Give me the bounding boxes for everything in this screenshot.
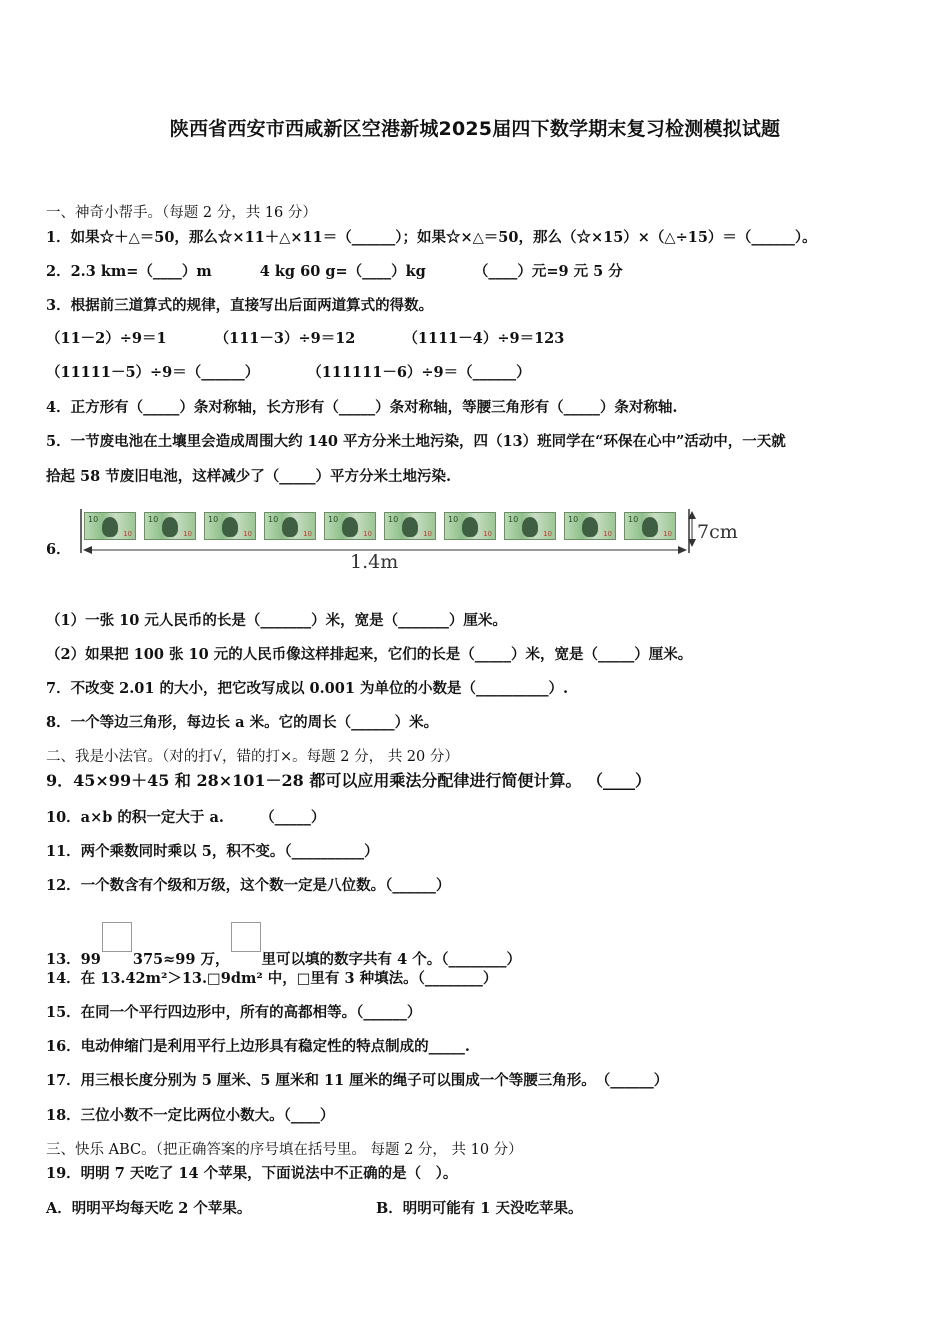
blank-box xyxy=(231,922,261,952)
banknote-value: 10 xyxy=(183,530,192,538)
banknote xyxy=(624,512,676,540)
length-label: 1.4m xyxy=(350,551,399,573)
question-13-part2: 375≈99 万， xyxy=(132,951,230,968)
banknote-value: 10 xyxy=(448,515,459,524)
banknote xyxy=(84,512,136,540)
question-17: 17．用三根长度分别为 5 厘米、5 厘米和 11 厘米的绳子可以围成一个等腰三角形。 （______） xyxy=(46,1072,669,1089)
formula-a: （11－2）÷9＝1 xyxy=(46,330,167,347)
banknote-value: 10 xyxy=(88,515,99,524)
banknote-value: 10 xyxy=(268,515,279,524)
banknote-value: 10 xyxy=(208,515,219,524)
banknote-value: 10 xyxy=(543,530,552,538)
banknote-value: 10 xyxy=(663,530,672,538)
question-14: 14．在 13.42m²＞13.□9dm² 中，□里有 3 种填法。（________） xyxy=(46,970,498,987)
question-15: 15．在同一个平行四边形中，所有的高都相等。（______） xyxy=(46,1004,422,1021)
option-a: A．明明平均每天吃 2 个苹果。 xyxy=(46,1200,252,1217)
banknote xyxy=(444,512,496,540)
section-2-heading: 二、我是小法官。（对的打√，错的打×。每题 2 分， 共 20 分） xyxy=(46,749,459,765)
banknote xyxy=(204,512,256,540)
portrait-icon xyxy=(282,517,298,537)
section-1-heading: 一、神奇小帮手。（每题 2 分，共 16 分） xyxy=(46,205,317,221)
portrait-icon xyxy=(582,517,598,537)
question-4: 4．正方形有（_____）条对称轴，长方形有（_____）条对称轴，等腰三角形有（_____）条对称轴. xyxy=(46,399,678,416)
section-3-heading: 三、快乐 ABC。（把正确答案的序号填在括号里。 每题 2 分， 共 10 分） xyxy=(46,1142,523,1158)
portrait-icon xyxy=(642,517,658,537)
blank-box xyxy=(102,922,132,952)
option-b: B．明明可能有 1 天没吃苹果。 xyxy=(376,1200,583,1217)
banknote-value: 10 xyxy=(568,515,579,524)
question-2b: 4 kg 60 g=（____）kg xyxy=(259,263,426,280)
question-3-row1 xyxy=(46,329,564,349)
question-7: 7．不改变 2.01 的大小，把它改写成以 0.001 为单位的小数是（__________）. xyxy=(46,680,569,697)
question-1: 1．如果☆＋△＝50，那么☆×11＋△×11＝（______）；如果☆×△＝50，那么（☆×15）×（△÷15）＝（______）。 xyxy=(46,229,817,246)
portrait-icon xyxy=(342,517,358,537)
banknote-value: 10 xyxy=(423,530,432,538)
question-18: 18．三位小数不一定比两位小数大。（____） xyxy=(46,1107,335,1124)
banknote-value: 10 xyxy=(363,530,372,538)
question-6-2: （2）如果把 100 张 10 元的人民币像这样排起来，它们的长是（_____）米，宽是（_____）厘米。 xyxy=(46,646,693,663)
question-13-part3: 里可以填的数字共有 4 个。（________） xyxy=(261,951,521,968)
banknote xyxy=(384,512,436,540)
question-16: 16．电动伸缩门是利用平行上边形具有稳定性的特点制成的_____. xyxy=(46,1038,470,1055)
banknote xyxy=(144,512,196,540)
question-3: 3．根据前三道算式的规律，直接写出后面两道算式的得数。 xyxy=(46,297,434,314)
question-2 xyxy=(46,262,623,282)
banknote xyxy=(264,512,316,540)
banknote-value: 10 xyxy=(603,530,612,538)
banknote-value: 10 xyxy=(123,530,132,538)
question-6-1: （1）一张 10 元人民币的长是（_______）米，宽是（_______）厘米。 xyxy=(46,612,507,629)
banknote xyxy=(324,512,376,540)
portrait-icon xyxy=(162,517,178,537)
question-13-part1: 13．99 xyxy=(46,951,101,968)
portrait-icon xyxy=(522,517,538,537)
portrait-icon xyxy=(222,517,238,537)
page-title: 陕西省西安市西咸新区空港新城2025届四下数学期末复习检测模拟试题 xyxy=(169,118,781,140)
formula-c: （1111－4）÷9＝123 xyxy=(403,330,565,347)
formula-b: （111－3）÷9＝12 xyxy=(214,330,356,347)
banknote xyxy=(504,512,556,540)
portrait-icon xyxy=(402,517,418,537)
banknote-row-figure xyxy=(80,505,760,575)
banknote-value: 10 xyxy=(388,515,399,524)
portrait-icon xyxy=(102,517,118,537)
formula-d: （11111－5）÷9＝（______） xyxy=(46,364,260,381)
question-5-line1: 5．一节废电池在土壤里会造成周围大约 140 平方分米土地污染，四（13）班同学在“环保在心中”活动中，一天就 xyxy=(46,433,786,450)
banknote-value: 10 xyxy=(148,515,159,524)
question-8: 8．一个等边三角形，每边长 a 米。它的周长（______）米。 xyxy=(46,714,439,731)
question-2a: 2．2.3 km=（____）m xyxy=(46,263,212,280)
banknote-value: 10 xyxy=(483,530,492,538)
question-11: 11．两个乘数同时乘以 5，积不变。（__________） xyxy=(46,843,379,860)
question-5-line2: 拾起 58 节废旧电池，这样减少了（_____）平方分米土地污染. xyxy=(46,468,452,485)
question-19: 19．明明 7 天吃了 14 个苹果，下面说法中不正确的是（ ）。 xyxy=(46,1165,458,1182)
question-13 xyxy=(46,922,521,970)
banknote-value: 10 xyxy=(243,530,252,538)
formula-e: （111111－6）÷9＝（______） xyxy=(307,364,531,381)
banknote xyxy=(564,512,616,540)
width-label: 7cm xyxy=(697,521,738,543)
banknote-value: 10 xyxy=(628,515,639,524)
question-12: 12．一个数含有个级和万级，这个数一定是八位数。（______） xyxy=(46,877,451,894)
banknote-value: 10 xyxy=(508,515,519,524)
banknote-value: 10 xyxy=(303,530,312,538)
question-9: 9．45×99＋45 和 28×101－28 都可以应用乘法分配律进行简便计算。 （____） xyxy=(46,771,651,790)
banknote-value: 10 xyxy=(328,515,339,524)
question-6-label: 6． xyxy=(46,541,71,558)
question-19-options xyxy=(46,1199,582,1219)
portrait-icon xyxy=(462,517,478,537)
question-2c: （____）元=9 元 5 分 xyxy=(473,263,623,280)
question-3-row2 xyxy=(46,363,531,383)
question-10: 10．a×b 的积一定大于 a. （_____） xyxy=(46,809,326,826)
